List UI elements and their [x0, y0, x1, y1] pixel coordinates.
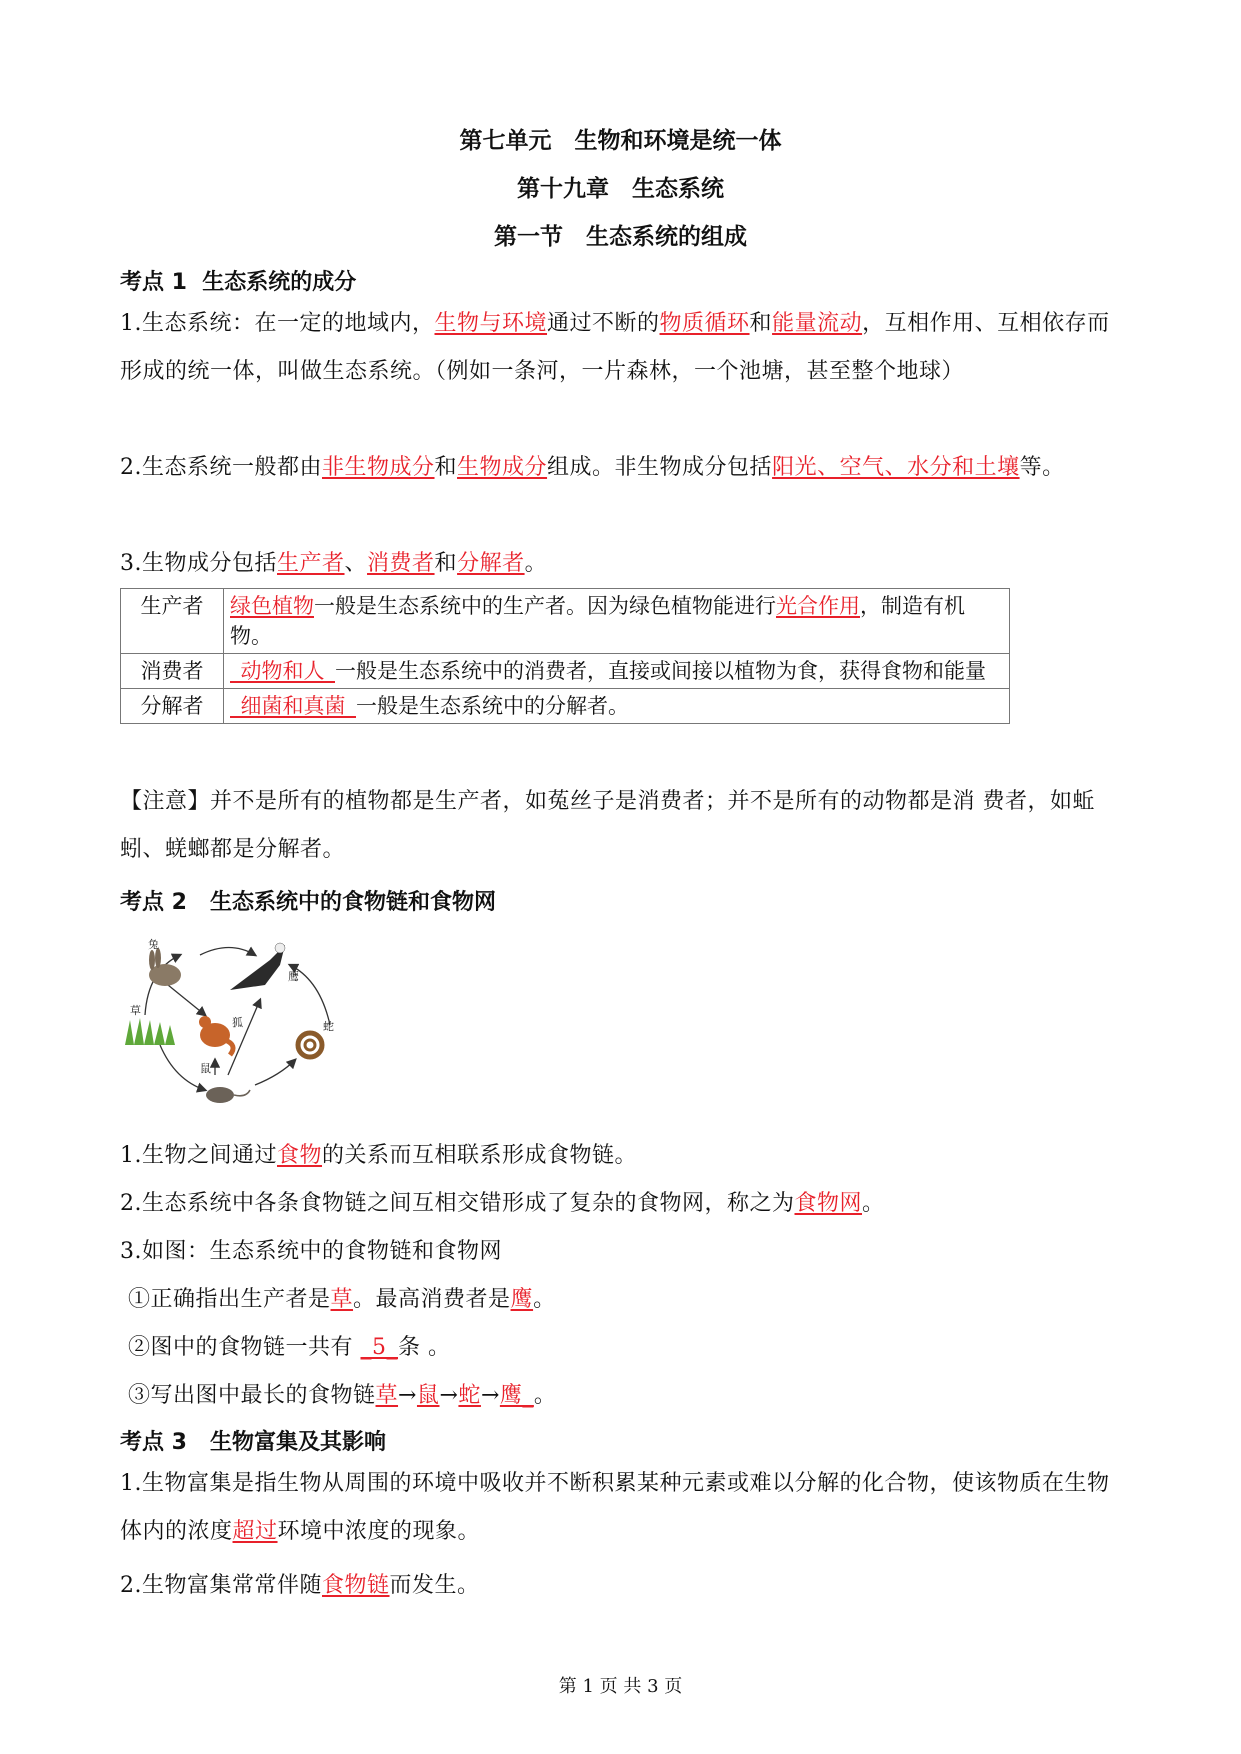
answer-blank: 鹰_ — [499, 1383, 534, 1408]
text-run: 2.生态系统中各条食物链之间互相交错形成了复杂的食物网，称之为 — [120, 1191, 795, 1216]
answer-blank: 草 — [375, 1383, 399, 1408]
table-value — [224, 654, 1010, 689]
fox-icon — [199, 1016, 233, 1055]
text-run: 1.生态系统：在一定的地域内， — [120, 311, 435, 336]
text-run: 一般是生态系统中的生产者。因为绿色植物能进行 — [314, 594, 776, 618]
eagle-icon — [230, 943, 285, 990]
point2-paragraph-3: 3.如图：生态系统中的食物链和食物网 — [120, 1239, 502, 1264]
section-title: 第一节 生态系统的组成 — [494, 224, 747, 250]
arrow: → — [439, 1383, 459, 1408]
answer-blank: 非生物成分 — [322, 455, 435, 480]
table-key: 分解者 — [121, 689, 224, 724]
answer-blank: 食物 — [277, 1143, 323, 1168]
text-run: 。 — [862, 1191, 885, 1216]
text-run: 组成。非生物成分包括 — [547, 455, 773, 480]
text-run: 通过不断的 — [547, 311, 660, 336]
text-run: 3.生物成分包括 — [120, 551, 277, 576]
point3-heading: 考点 3 生物富集及其影响 — [120, 1430, 386, 1455]
text-run: 。最高消费者是 — [353, 1287, 511, 1312]
text-run: ，互相作用、互相依存而形成的统一体，叫做生态系统。（例如一条河，一片森林，一个池塘，甚至整个地球） — [120, 311, 1110, 384]
answer-blank: 阳光、空气、水分和土壤 — [772, 455, 1020, 480]
table-row — [121, 689, 1010, 724]
text-run: 和 — [434, 551, 458, 576]
label-rabbit: 兔 — [148, 938, 159, 951]
text-run: ③写出图中最长的食物链 — [128, 1383, 376, 1408]
answer-blank: 能量流动 — [772, 311, 863, 336]
text-run: 1.生物之间通过 — [120, 1143, 277, 1168]
point2-paragraph-2 — [120, 1186, 885, 1217]
point1-note: 【注意】并不是所有的植物都是生产者，如菟丝子是消费者；并不是所有的动物都是消 费者，如蚯蚓、蜣螂都是分解者。 — [120, 789, 1095, 862]
question-3 — [128, 1378, 556, 1409]
point1-paragraph-3 — [120, 540, 1130, 588]
answer-blank: 草 — [330, 1287, 354, 1312]
text-run: 的关系而互相联系形成食物链。 — [322, 1143, 638, 1168]
point3-paragraph-1 — [120, 1460, 1130, 1556]
label-snake: 蛇 — [323, 1020, 334, 1033]
question-2 — [128, 1330, 451, 1361]
answer-blank: 消费者 — [367, 551, 435, 576]
text-run: 。 — [533, 1287, 556, 1312]
mouse-icon — [206, 1087, 250, 1103]
text-run: 1.生物富集是指生物从周围的环境中吸收并不断积累某种元素或难以分解的化合物，使该物质在生物体内的浓度 — [120, 1471, 1110, 1544]
page-footer: 第 1 页 共 3 页 — [558, 1676, 683, 1697]
answer-blank: 超过 — [232, 1519, 278, 1544]
label-grass: 草 — [130, 1004, 141, 1017]
text-run: 而发生。 — [389, 1573, 480, 1598]
question-1 — [128, 1282, 556, 1313]
chapter-title: 第十九章 生态系统 — [517, 176, 724, 202]
point1-heading: 考点 1 生态系统的成分 — [120, 270, 357, 295]
food-web-diagram — [120, 930, 370, 1120]
label-mouse: 鼠 — [200, 1062, 211, 1075]
answer-blank: 分解者 — [457, 551, 525, 576]
text-run: 2.生态系统一般都由 — [120, 455, 322, 480]
unit-title: 第七单元 生物和环境是统一体 — [459, 128, 782, 154]
answer-blank: 物质循环 — [659, 311, 750, 336]
point1-paragraph-1 — [120, 300, 1130, 396]
arrow: → — [398, 1383, 417, 1408]
answer-blank: _动物和人_ — [230, 659, 335, 683]
grass-icon — [125, 1018, 175, 1045]
answer-blank: 鼠 — [416, 1383, 440, 1408]
table-key: 消费者 — [121, 654, 224, 689]
answer-blank: 生物成分 — [457, 455, 548, 480]
text-run: 。 — [533, 1383, 557, 1408]
table-value — [224, 589, 1010, 654]
answer-blank: 绿色植物 — [230, 594, 314, 618]
answer-blank: 食物链 — [322, 1573, 390, 1598]
point2-paragraph-1 — [120, 1138, 637, 1169]
answer-blank: 鹰 — [510, 1287, 534, 1312]
answer-blank: 蛇 — [458, 1383, 481, 1408]
arrow: → — [480, 1383, 500, 1408]
answer-blank: _细菌和真菌_ — [230, 694, 356, 718]
answer-blank: 生产者 — [277, 551, 345, 576]
point3-paragraph-2 — [120, 1568, 480, 1599]
text-run: 环境中浓度的现象。 — [277, 1519, 481, 1544]
label-eagle: 鹰 — [288, 970, 299, 983]
text-run: 等。 — [1019, 455, 1065, 480]
answer-blank: 食物网 — [794, 1191, 863, 1216]
answer-blank: 生物与环境 — [434, 311, 548, 336]
text-run: 和 — [434, 455, 458, 480]
text-run: ②图中的食物链一共有 — [128, 1335, 361, 1360]
text-run: 、 — [344, 551, 368, 576]
text-run: 。 — [524, 551, 548, 576]
label-fox: 狐 — [232, 1016, 243, 1029]
table-row — [121, 589, 1010, 654]
table-key: 生产者 — [121, 589, 224, 654]
text-run: 一般是生态系统中的分解者。 — [356, 694, 629, 718]
point1-paragraph-2 — [120, 444, 1130, 492]
answer-blank: _5_ — [360, 1335, 398, 1360]
text-run: ①正确指出生产者是 — [128, 1287, 331, 1312]
components-table — [120, 588, 1010, 724]
text-run: ，制造有机物。 — [230, 594, 965, 648]
table-value — [224, 689, 1010, 724]
table-row — [121, 654, 1010, 689]
point2-heading: 考点 2 生态系统中的食物链和食物网 — [120, 890, 496, 915]
rabbit-icon — [149, 948, 181, 986]
text-run: 和 — [749, 311, 773, 336]
text-run: 2.生物富集常常伴随 — [120, 1573, 322, 1598]
snake-icon — [298, 1033, 322, 1057]
answer-blank: 光合作用 — [776, 594, 860, 618]
text-run: 一般是生态系统中的消费者，直接或间接以植物为食，获得食物和能量 — [335, 659, 986, 683]
text-run: 条 。 — [398, 1335, 451, 1360]
